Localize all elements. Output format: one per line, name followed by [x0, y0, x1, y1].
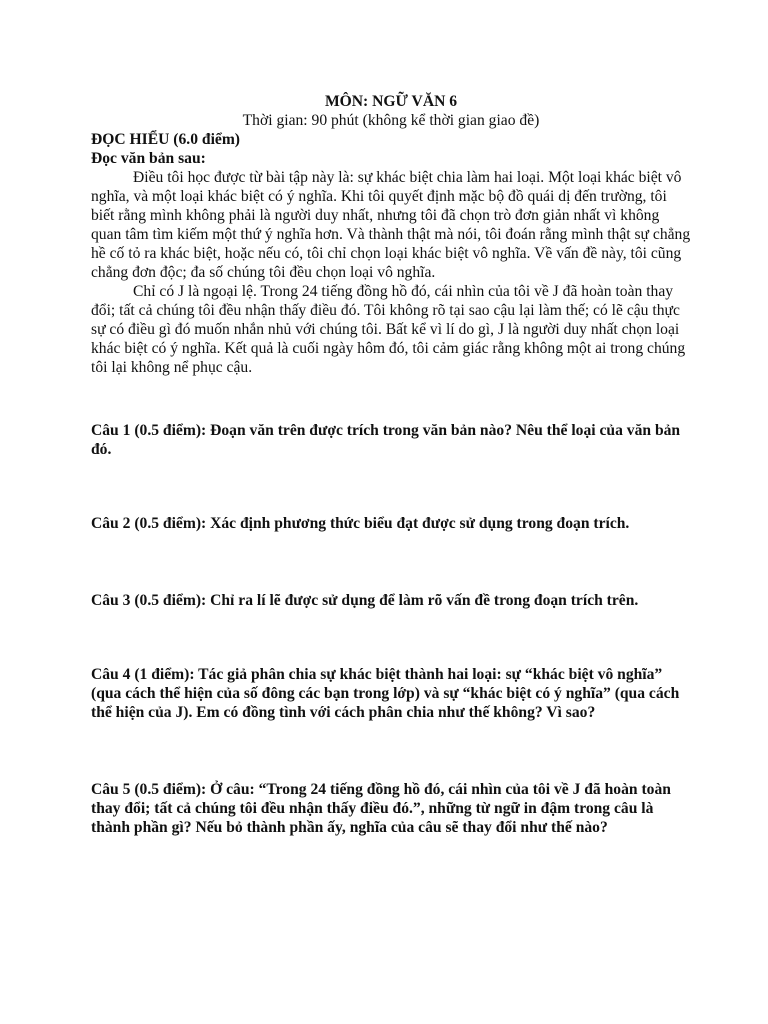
exam-page	[91, 92, 691, 836]
question-5: Câu 5 (0.5 điểm): Ở câu: “Trong 24 tiếng đồng hồ đó, cái nhìn của tôi về J đã hoàn toàn thay đổi; tất cả chúng tôi đều nhận thấy điều đó.”, những từ ngữ in đậm trong câu là thành phần gì? Nếu bỏ thành phần ấy, nghĩa của câu sẽ thay đổi như thế nào?	[91, 781, 671, 836]
section-title: ĐỌC HIỂU (6.0 điểm)	[91, 131, 241, 148]
subject-title: MÔN: NGỮ VĂN 6	[324, 93, 458, 110]
question-4: Câu 4 (1 điểm): Tác giả phân chia sự khác biệt thành hai loại: sự “khác biệt vô nghĩa” (qua cách thể hiện của số đông các bạn trong lớp) và sự “khác biệt có ý nghĩa” (qua cách thể hiện của J). Em có đồng tình với cách phân chia như thế không? Vì sao?	[91, 666, 680, 721]
question-3: Câu 3 (0.5 điểm): Chỉ ra lí lẽ được sử dụng để làm rõ vấn đề trong đoạn trích trên.	[91, 592, 639, 609]
reading-instruction: Đọc văn bản sau:	[91, 150, 206, 167]
passage-paragraph-1: Điều tôi học được từ bài tập này là: sự khác biệt chia làm hai loại. Một loại khác biệt vô nghĩa, và một loại khác biệt có ý nghĩa. Khi tôi quyết định mặc bộ đồ quái dị đến trường, tôi biết rằng mình không phải là người duy nhất, nhưng tôi đã chọn trò đơn giản nhất vì không quan tâm tìm kiếm một thứ ý nghĩa hơn. Và thành thật mà nói, tôi đoán rằng mình thật sự chẳng hề cố tỏ ra khác biệt, hoặc nếu có, tôi chỉ chọn loại khác biệt vô nghĩa. Về vấn đề này, tôi cũng chẳng đơn độc; đa số chúng tôi đều chọn loại vô nghĩa.	[91, 169, 691, 281]
question-2: Câu 2 (0.5 điểm): Xác định phương thức biểu đạt được sử dụng trong đoạn trích.	[91, 515, 630, 532]
question-1: Câu 1 (0.5 điểm): Đoạn văn trên được trích trong văn bản nào? Nêu thể loại của văn bản đó.	[91, 422, 681, 458]
time-limit: Thời gian: 90 phút (không kể thời gian giao đề)	[242, 112, 540, 129]
passage-paragraph-2: Chỉ có J là ngoại lệ. Trong 24 tiếng đồng hồ đó, cái nhìn của tôi về J đã hoàn toàn thay đổi; tất cả chúng tôi đều nhận thấy điều đó. Tôi không rõ tại sao cậu lại làm thế; có lẽ cậu thực sự có điều gì đó muốn nhắn nhủ với chúng tôi. Bất kể vì lí do gì, J là người duy nhất chọn loại khác biệt có ý nghĩa. Kết quả là cuối ngày hôm đó, tôi cảm giác rằng không một ai trong chúng tôi lại không nể phục cậu.	[91, 283, 686, 376]
